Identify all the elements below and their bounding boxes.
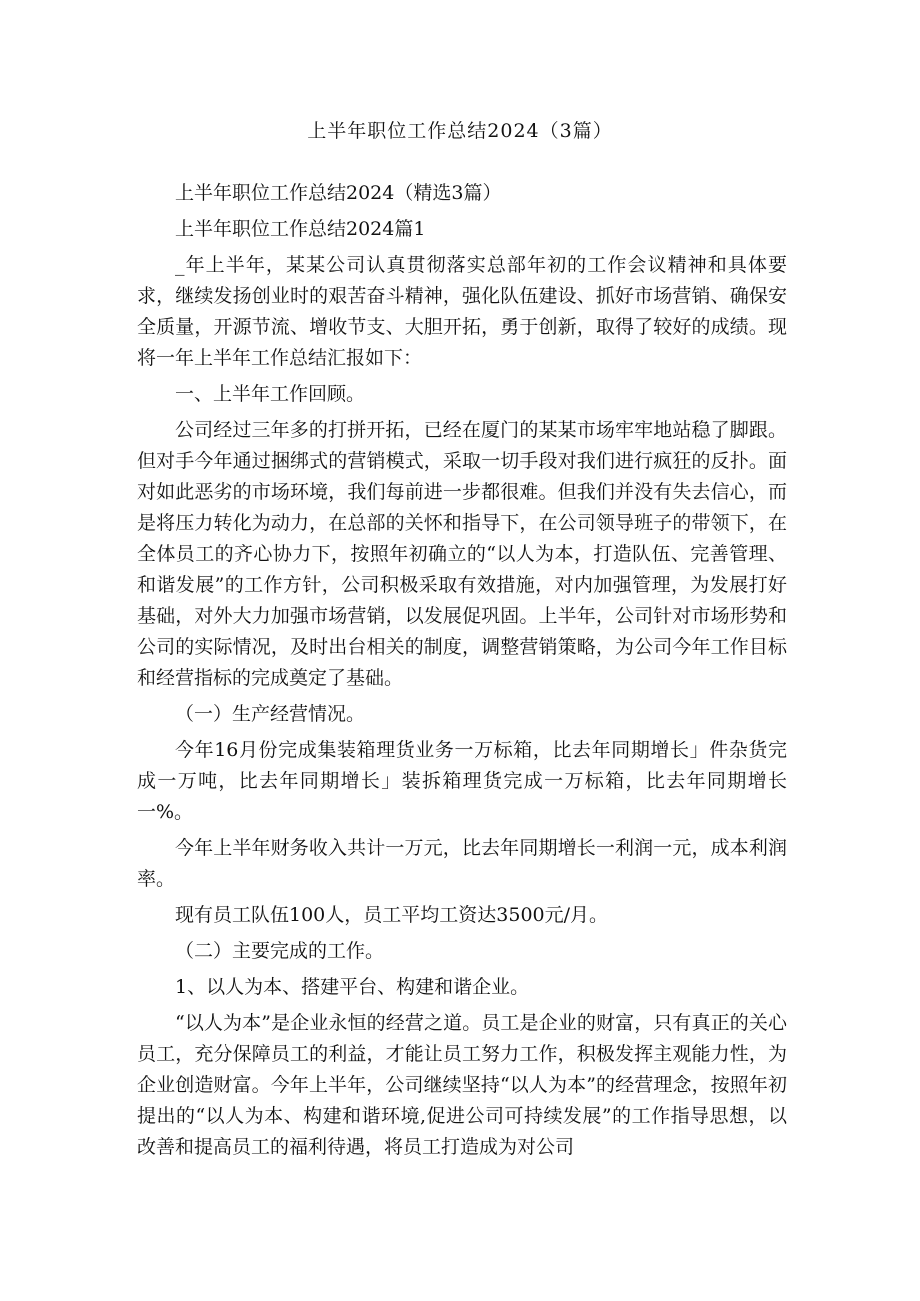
paragraph-intro: _年上半年，某某公司认真贯彻落实总部年初的工作会议精神和具体要求，继续发扬创业时的艰苦奋斗精神，强化队伍建设、抓好市场营销、确保安全质量，开源节流、增收节支、大胆开拓，勇于创新，取得了较好的成绩。现将一年上半年工作总结汇报如下：	[137, 254, 787, 369]
paragraph-review: 公司经过三年多的打拼开拓，已经在厦门的某某市场牢牢地站稳了脚跟。但对手今年通过捆绑式的营销模式，采取一切手段对我们进行疯狂的反扑。面对如此恶劣的市场环境，我们每前进一步都很难。但我们并没有失去信心，而是将压力转化为动力，在总部的关怀和指导下，在公司领导班子的带领下，在全体员工的齐心协力下，按照年初确立的“以人为本，打造队伍、完善管理、和谐发展”的工作方针，公司积极采取有效措施，对内加强管理，为发展打好基础，对外大力加强市场营销，以发展促巩固。上半年，公司针对市场形势和公司的实际情况，及时出台相关的制度，调整营销策略，为公司今年工作目标和经营指标的完成奠定了基础。	[137, 419, 787, 689]
document-body	[137, 178, 787, 1168]
heading-main-work: （二）主要完成的工作。	[175, 940, 385, 962]
heading-people-first: 1、以人为本、搭建平台、构建和谐企业。	[175, 976, 530, 998]
heading-operations: （一）生产经营情况。	[175, 703, 366, 725]
paragraph-operations: 今年16月份完成集装箱理货业务一万标箱，比去年同期增长」件杂货完成一万吨，比去年同期增长」装拆箱理货完成一万标箱，比去年同期增长一%。	[137, 739, 787, 823]
section-heading-part1: 上半年职位工作总结2024篇1	[175, 218, 426, 240]
subtitle-selected: 上半年职位工作总结2024（精选3篇）	[175, 182, 502, 204]
heading-review: 一、上半年工作回顾。	[175, 383, 366, 405]
paragraph-finance: 今年上半年财务收入共计一万元，比去年同期增长一利润一元，成本利润率。	[137, 837, 787, 890]
document-title: 上半年职位工作总结2024（3篇）	[307, 120, 613, 142]
paragraph-people-first: “以人为本”是企业永恒的经营之道。员工是企业的财富，只有真正的关心员工，充分保障员工的利益，才能让员工努力工作，积极发挥主观能力性，为企业创造财富。今年上半年，公司继续坚持“以人为本”的经营理念，按照年初提出的“以人为本、构建和谐环境,促进公司可持续发展”的工作指导思想，以改善和提高员工的福利待遇，将员工打造成为对公司	[137, 1012, 787, 1158]
paragraph-staff: 现有员工队伍100人，员工平均工资达3500元/月。	[175, 904, 609, 926]
